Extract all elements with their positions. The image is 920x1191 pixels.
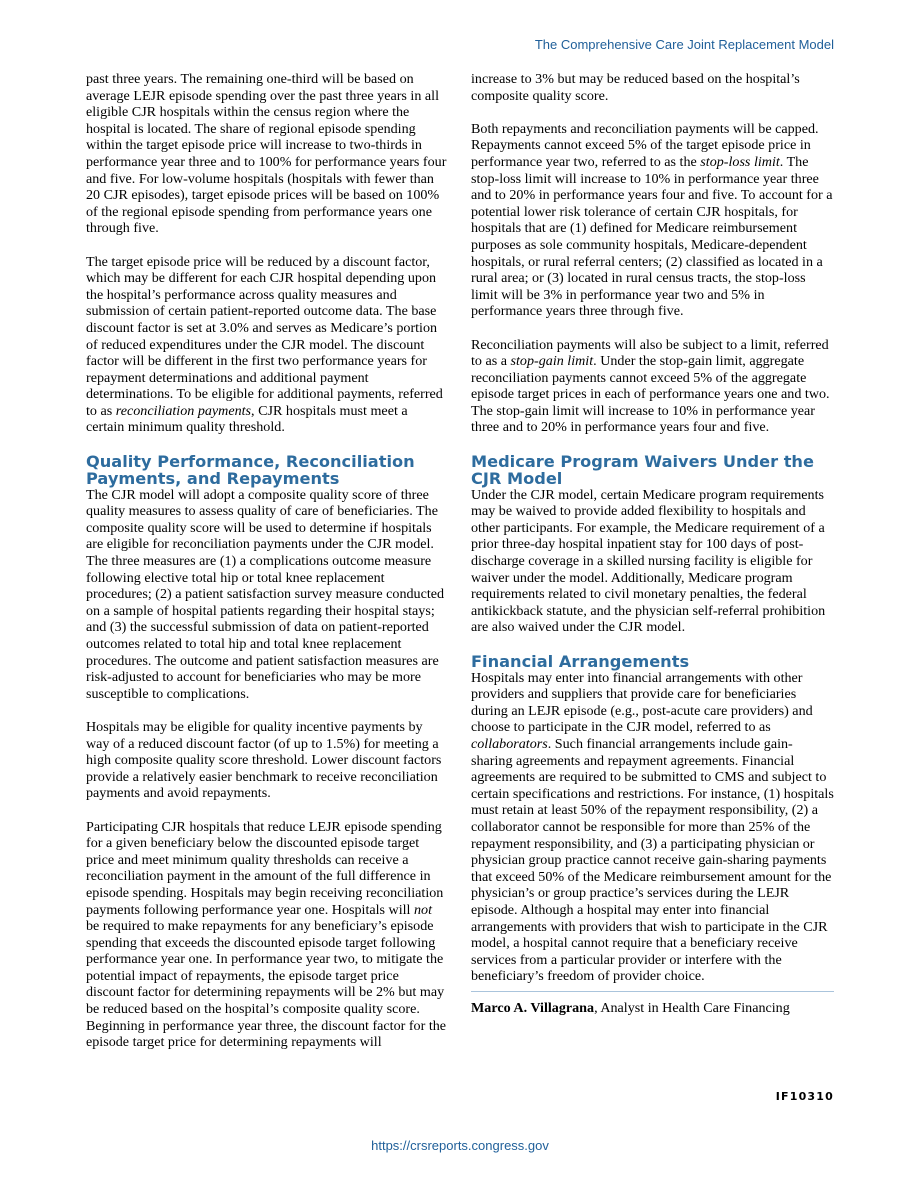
paragraph: The target episode price will be reduced by a discount factor, which may be different for each CJR hospital depending upon the hospital’s performance across quality measures and submission of certain patient-reported outcome data. The base discount factor is set at 3.0% and serves as Medicare’s portion of reduced expenditures under the CJR model. The discount factor will be different in the first two performance years for repayment determinations and additional payment determinations. To be eligible for additional payments, referred to as reconciliation payments, CJR hospitals must meet a certain minimum quality threshold. <box>86 253 443 436</box>
document-id: IF10310 <box>775 1090 834 1103</box>
paragraph: The CJR model will adopt a composite quality score of three quality measures to assess quality of care of beneficiaries. The composite quality score will be used to determine if hospitals are eligible for reconciliation payments under the CJR model. The three measures are (1) a complications outcome measure following elective total hip or total knee replacement procedures; (2) a patient satisfaction survey measure conducted on a sample of hospital patients regarding their hospital stays; and (3) the successful submission of data on patient-reported outcomes related to total hip and total knee replacement procedures. The outcome and patient satisfaction measures are risk-adjusted to account for beneficiaries who may be more susceptible to complications. <box>86 486 445 702</box>
author-line <box>471 1000 834 1017</box>
running-header: The Comprehensive Care Joint Replacement Model <box>534 37 834 52</box>
footer-link[interactable]: https://crsreports.congress.gov <box>371 1138 549 1153</box>
author-divider <box>471 991 834 992</box>
term-reconciliation-payments: reconciliation payments <box>115 402 252 419</box>
term-stop-gain-limit: stop-gain limit <box>510 353 594 370</box>
paragraph: increase to 3% but may be reduced based on the hospital’s composite quality score. <box>471 71 800 104</box>
section-heading-quality: Quality Performance, Reconciliation Payments, and Repayments <box>86 451 415 488</box>
paragraph: Hospitals may be eligible for quality incentive payments by way of a reduced discount factor (of up to 1.5%) for meeting a high composite quality score threshold. Lower discount factors provide a relatively easier benchmark to receive reconciliation payments and avoid repayments. <box>86 718 442 802</box>
emphasis-not: not <box>413 901 432 918</box>
section-heading-waivers: Medicare Program Waivers Under the CJR Model <box>471 451 814 488</box>
term-collaborators: collaborators <box>471 735 548 752</box>
right-column <box>471 71 834 1033</box>
section-heading-financial: Financial Arrangements <box>471 651 690 671</box>
paragraph: Participating CJR hospitals that reduce LEJR episode spending for a given beneficiary below the discounted episode target price and meet minimum quality thresholds can receive a reconciliation payment in the amount of the full difference in episode spending. Hospitals may begin receiving reconciliation payments following performance year one. Hospitals will not be required to make repayments for any beneficiary’s episode spending that exceeds the discounted episode target following performance year one. In performance year two, to mitigate the potential impact of repayments, the episode target price discount factor for determining repayments will be 2% but may be reduced based on the hospital’s composite quality score. Beginning in performance year three, the discount factor for the episode target price for determining repayments will <box>86 818 447 1051</box>
author-name: Marco A. Villagrana <box>471 999 595 1016</box>
left-column <box>86 71 448 1067</box>
paragraph: Both repayments and reconciliation payments will be capped. Repayments cannot exceed 5% of the target episode price in performance year two, referred to as the stop-loss limit. The stop-loss limit will increase to 10% in performance year three and to 20% in performance years four and five. To account for a potential lower risk tolerance of certain CJR hospitals, for hospitals that are (1) defined for Medicare reimbursement purposes as sole community hospitals, Medicare-dependent hospitals, or rural referral centers; (2) classified as located in a rural area; or (3) located in rural census tracts, the stop-loss limit will be 3% in performance year two and 5% in performance years three through five. <box>471 120 833 320</box>
paragraph: Reconciliation payments will also be subject to a limit, referred to as a stop-gain limit. Under the stop-gain limit, aggregate reconciliation payments cannot exceed 5% of the aggregate episode target prices in each of performance years one and two. The stop-gain limit will increase to 10% in performance year three and to 20% in performance years four and five. <box>471 336 830 436</box>
paragraph: Hospitals may enter into financial arrangements with other providers and suppliers that provide care for beneficiaries during an LEJR episode (e.g., post-acute care providers) and choose to participate in the CJR model, referred to as collaborators. Such financial arrangements include gain-sharing agreements and repayment agreements. Financial agreements are required to be submitted to CMS and subject to certain specifications and restrictions. For instance, (1) hospitals must retain at least 50% of the repayment responsibility, (2) a collaborator cannot be responsible for more than 25% of the repayment responsibility, and (3) a participating physician or physician group practice cannot receive gain-sharing payments that exceed 50% of the Medicare reimbursement amount for the physician’s or group practice’s services during the LEJR episode. Although a hospital may enter into financial arrangements with providers that wish to participate in the CJR model, a hospital cannot require that a beneficiary receive services from a particular provider or interfere with the beneficiary’s freedom of provider choice. <box>471 669 834 985</box>
author-title: , Analyst in Health Care Financing <box>594 999 790 1016</box>
paragraph: Under the CJR model, certain Medicare program requirements may be waived to provide added flexibility to hospitals and other participants. For example, the Medicare requirement of a prior three-day hospital inpatient stay for 100 days of post-discharge coverage in a skilled nursing facility is eligible for waiver under the model. Additionally, Medicare program requirements related to civil monetary penalties, the federal antikickback statute, and the physician self-referral prohibition are also waived under the CJR model. <box>471 486 826 636</box>
term-stop-loss-limit: stop-loss limit <box>700 153 780 170</box>
paragraph: past three years. The remaining one-third will be based on average LEJR episode spending over the past three years in all eligible CJR hospitals within the census region where the hospital is located. The share of regional episode spending within the target episode price will increase to two-thirds in performance year three and to 100% for performance years four and five. For low-volume hospitals (hospitals with fewer than 20 CJR episodes), target episode prices will be based on 100% of the regional episode spending from performance years one through five. <box>86 71 447 237</box>
